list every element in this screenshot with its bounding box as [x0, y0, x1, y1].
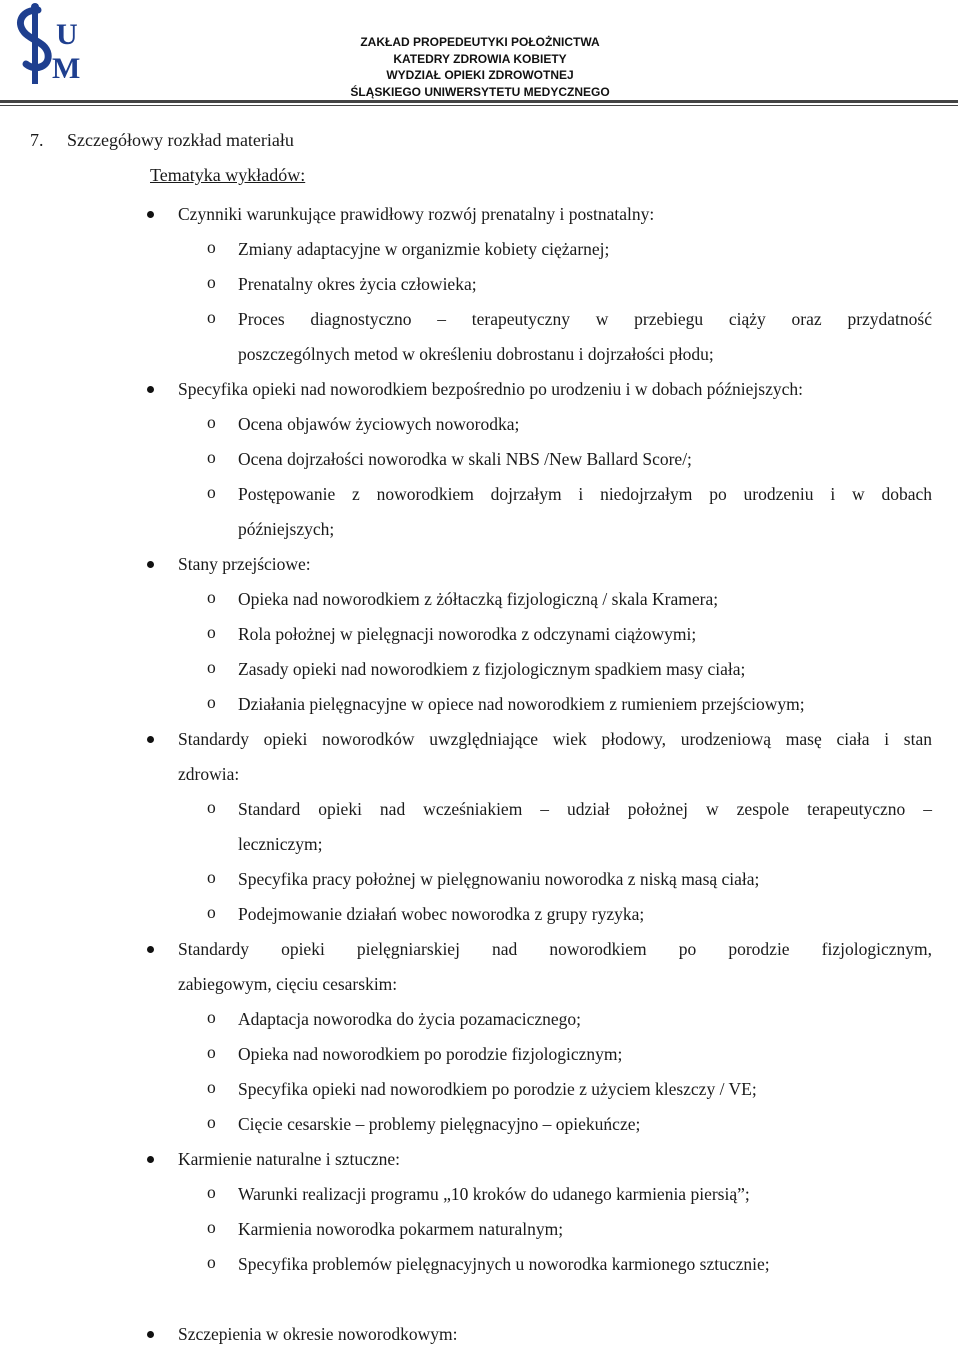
list-item: Działania pielęgnacyjne w opiece nad noworodkiem z rumieniem przejściowym;	[238, 694, 805, 714]
list-marker: o	[207, 657, 216, 677]
list-marker: o	[207, 587, 216, 607]
bullet-icon	[147, 736, 154, 743]
bullet-icon	[147, 211, 154, 218]
list-item: Warunki realizacji programu „10 kroków do udanego karmienia piersią”;	[238, 1184, 750, 1204]
list-marker: o	[207, 1042, 216, 1062]
lectures-subheading: Tematyka wykładów:	[150, 165, 306, 185]
list-marker: o	[207, 1252, 216, 1272]
svg-text:U: U	[56, 18, 78, 51]
header-rule-thick	[0, 100, 958, 103]
bullet-icon	[147, 1156, 154, 1163]
list-item: Opieka nad noworodkiem po porodzie fizjologicznym;	[238, 1044, 623, 1064]
topic-title: Czynniki warunkujące prawidłowy rozwój prenatalny i postnatalny:	[178, 204, 655, 224]
institution-line: WYDZIAŁ OPIEKI ZDROWOTNEJ	[386, 68, 574, 82]
institution-block	[330, 34, 630, 100]
list-item-continuation: późniejszych;	[238, 519, 335, 539]
topic-title: Specyfika opieki nad noworodkiem bezpośrednio po urodzeniu i w dobach późniejszych:	[178, 379, 803, 399]
list-marker: o	[207, 307, 216, 327]
list-marker: o	[207, 482, 216, 502]
list-item-continuation: leczniczym;	[238, 834, 323, 854]
list-item: Zmiany adaptacyjne w organizmie kobiety ciężarnej;	[238, 239, 610, 259]
topic-title-continuation: zdrowia:	[178, 764, 240, 784]
list-marker: o	[207, 1077, 216, 1097]
list-item: Proces diagnostyczno – terapeutyczny w przebiegu ciąży oraz przydatność	[238, 309, 932, 329]
list-item-continuation: poszczególnych metod w określeniu dobrostanu i dojrzałości płodu;	[238, 344, 714, 364]
list-item: Cięcie cesarskie – problemy pielęgnacyjno – opiekuńcze;	[238, 1114, 641, 1134]
bullet-icon	[147, 946, 154, 953]
topic-title: Standardy opieki noworodków uwzględniające wiek płodowy, urodzeniową masę ciała i stan	[178, 729, 932, 749]
topic-title: Standardy opieki pielęgniarskiej nad noworodkiem po porodzie fizjologicznym,	[178, 939, 932, 959]
section-number: 7.	[30, 130, 44, 150]
topic-title: Szczepienia w okresie noworodkowym:	[178, 1324, 458, 1344]
section-title: Szczegółowy rozkład materiału	[67, 130, 294, 150]
institution-line: ŚLĄSKIEGO UNIWERSYTETU MEDYCZNEGO	[350, 84, 610, 99]
institution-line: KATEDRY ZDROWIA KOBIETY	[393, 51, 567, 66]
topic-title: Karmienie naturalne i sztuczne:	[178, 1149, 401, 1169]
list-item: Specyfika pracy położnej w pielęgnowaniu noworodka z niską masą ciała;	[238, 869, 760, 889]
list-marker: o	[207, 867, 216, 887]
list-item: Specyfika opieki nad noworodkiem po porodzie z użyciem kleszczy / VE;	[238, 1079, 757, 1099]
page-header	[0, 0, 960, 110]
list-item: Postępowanie z noworodkiem dojrzałym i niedojrzałym po urodzeniu i w dobach	[238, 484, 932, 504]
institution-line: ZAKŁAD PROPEDEUTYKI POŁOŻNICTWA	[360, 35, 600, 49]
list-item: Zasady opieki nad noworodkiem z fizjologicznym spadkiem masy ciała;	[238, 659, 746, 679]
list-marker: o	[207, 622, 216, 642]
topic-title-continuation: zabiegowym, cięciu cesarskim:	[178, 974, 398, 994]
svg-text:M: M	[52, 52, 81, 85]
list-item: Prenatalny okres życia człowieka;	[238, 274, 477, 294]
list-marker: o	[207, 1182, 216, 1202]
list-item: Podejmowanie działań wobec noworodka z grupy ryzyka;	[238, 904, 645, 924]
list-marker: o	[207, 1007, 216, 1027]
bullet-icon	[147, 561, 154, 568]
list-item: Rola położnej w pielęgnacji noworodka z odczynami ciążowymi;	[238, 624, 697, 644]
list-marker: o	[207, 692, 216, 712]
university-logo	[8, 2, 92, 86]
list-item: Standard opieki nad wcześniakiem – udział położnej w zespole terapeutyczno –	[238, 799, 932, 819]
list-marker: o	[207, 902, 216, 922]
list-item: Karmienia noworodka pokarmem naturalnym;	[238, 1219, 564, 1239]
section-heading	[30, 130, 294, 151]
list-item: Specyfika problemów pielęgnacyjnych u noworodka karmionego sztucznie;	[238, 1254, 770, 1274]
list-marker: o	[207, 412, 216, 432]
topic-title: Stany przejściowe:	[178, 554, 311, 574]
list-item: Ocena objawów życiowych noworodka;	[238, 414, 520, 434]
list-item: Adaptacja noworodka do życia pozamacicznego;	[238, 1009, 582, 1029]
list-marker: o	[207, 272, 216, 292]
list-marker: o	[207, 1217, 216, 1237]
bullet-icon	[147, 386, 154, 393]
list-item: Opieka nad noworodkiem z żółtaczką fizjologiczną / skala Kramera;	[238, 589, 719, 609]
list-marker: o	[207, 1112, 216, 1132]
list-marker: o	[207, 797, 216, 817]
bullet-icon	[147, 1331, 154, 1338]
header-rule-thin	[0, 105, 958, 106]
list-marker: o	[207, 237, 216, 257]
list-marker: o	[207, 447, 216, 467]
list-item: Ocena dojrzałości noworodka w skali NBS /New Ballard Score/;	[238, 449, 692, 469]
